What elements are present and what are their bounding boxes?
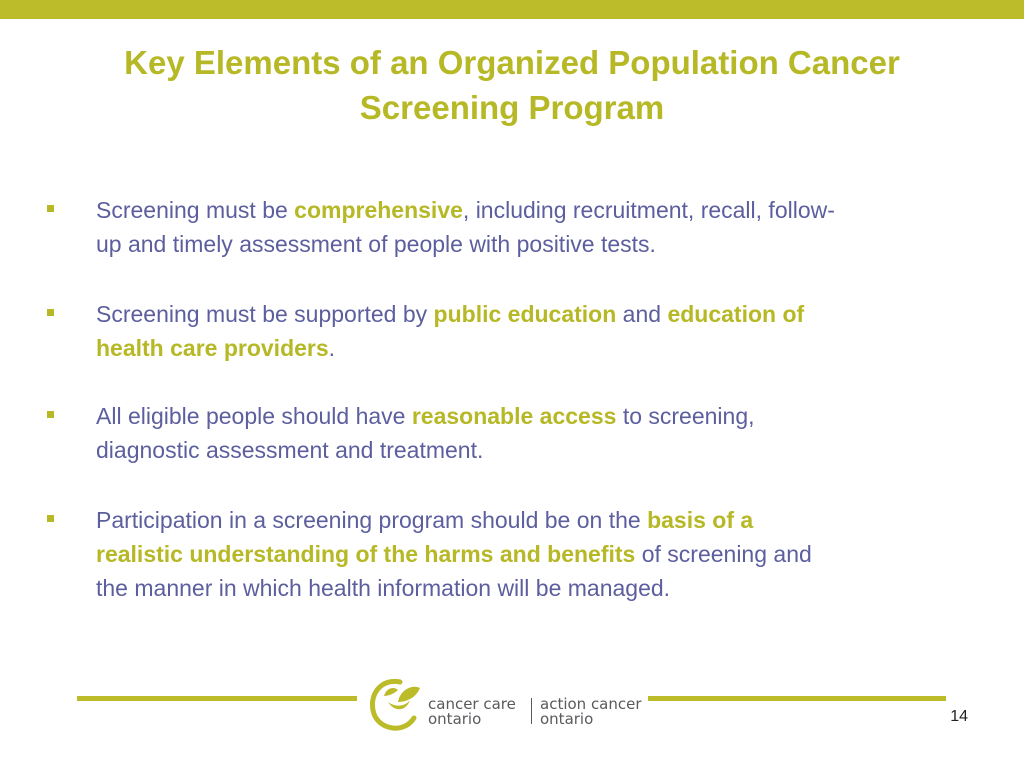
bullet-line: All eligible people should have reasonable access to screening, xyxy=(96,403,755,429)
square-bullet-icon xyxy=(47,515,54,522)
cancer-care-ontario-logo-icon xyxy=(366,672,426,736)
footer-rule-right xyxy=(648,696,946,701)
logo-org1-line1: cancer care xyxy=(428,695,516,713)
emphasis-education-of: education of xyxy=(667,301,805,327)
title-line-2: Screening Program xyxy=(359,89,665,126)
emphasis-comprehensive: comprehensive xyxy=(294,197,463,223)
square-bullet-icon xyxy=(47,205,54,212)
square-bullet-icon xyxy=(47,411,54,418)
footer-rule-left xyxy=(77,696,357,701)
logo-org2-line2: ontario xyxy=(540,710,594,728)
bullet-line: Screening must be supported by public education and education of xyxy=(96,301,805,327)
slide-title xyxy=(20,40,1004,130)
emphasis-basis-of-a: basis of a xyxy=(647,507,754,533)
emphasis-realistic-understanding: realistic understanding of the harms and benefits xyxy=(96,541,636,567)
bullet-line: Participation in a screening program should be on the basis of a xyxy=(96,507,754,533)
top-accent-bar xyxy=(0,0,1024,19)
page-number: 14 xyxy=(950,708,968,725)
logo-org1-line2: ontario xyxy=(428,710,482,728)
bullet-line: up and timely assessment of people with positive tests. xyxy=(96,231,656,257)
emphasis-public-education: public education xyxy=(433,301,617,327)
logo xyxy=(366,672,646,736)
bullet-line: the manner in which health information will be managed. xyxy=(96,575,671,601)
bullet-line: diagnostic assessment and treatment. xyxy=(96,437,484,463)
bullet-line: Screening must be comprehensive, including recruitment, recall, follow- xyxy=(96,197,835,223)
logo-divider xyxy=(531,698,532,724)
emphasis-health-care-providers: health care providers xyxy=(96,335,329,361)
bullet-line: health care providers. xyxy=(96,335,336,361)
logo-org2-line1: action cancer xyxy=(540,695,642,713)
emphasis-reasonable-access: reasonable access xyxy=(411,403,617,429)
title-line-1: Key Elements of an Organized Population Cancer xyxy=(124,44,900,81)
square-bullet-icon xyxy=(47,309,54,316)
bullet-line: realistic understanding of the harms and benefits of screening and xyxy=(96,541,812,567)
